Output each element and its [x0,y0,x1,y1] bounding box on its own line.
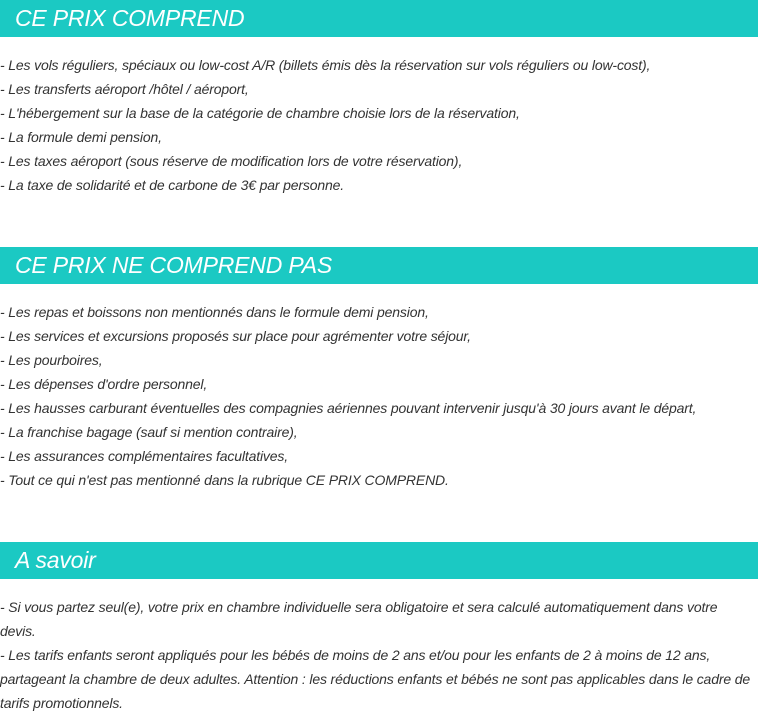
list-item: - Les taxes aéroport (sous réserve de modification lors de votre réservation), [0,153,463,169]
section-header-includes [0,0,758,37]
section-header-excludes [0,247,758,284]
includes-list [0,53,758,197]
list-item: - Les services et excursions proposés sur place pour agrémenter votre séjour, [0,328,471,344]
section-header-info [0,542,758,579]
list-item: - Les pourboires, [0,352,103,368]
list-item: - Tout ce qui n'est pas mentionné dans la rubrique CE PRIX COMPREND. [0,472,449,488]
list-item: - Les assurances complémentaires facultatives, [0,448,289,464]
info-paragraph: - Les tarifs enfants seront appliqués pour les bébés de moins de 2 ans et/ou pour les enfants de 2 à moins de 12 ans, partageant la chambre de deux adultes. Attention : les réductions enfants et bébés ne sont pas applicables dans le cadre de tarifs promotionnels. [0,647,750,711]
info-text [0,595,752,715]
list-item: - Les hausses carburant éventuelles des compagnies aériennes pouvant intervenir jusqu'à 30 jours avant le départ, [0,400,697,416]
list-item: - L'hébergement sur la base de la catégorie de chambre choisie lors de la réservation, [0,105,520,121]
list-item: - Les dépenses d'ordre personnel, [0,376,208,392]
list-item: - Les transferts aéroport /hôtel / aéroport, [0,81,249,97]
section-title-info: A savoir [15,547,96,573]
list-item: - La formule demi pension, [0,129,162,145]
list-item: - Les vols réguliers, spéciaux ou low-cost A/R (billets émis dès la réservation sur vols réguliers ou low-cost), [0,57,651,73]
list-item: - La franchise bagage (sauf si mention contraire), [0,424,298,440]
section-title-excludes: CE PRIX NE COMPREND PAS [15,252,333,278]
list-item: - La taxe de solidarité et de carbone de 3€ par personne. [0,177,345,193]
section-title-includes: CE PRIX COMPREND [15,5,245,31]
info-paragraph: - Si vous partez seul(e), votre prix en chambre individuelle sera obligatoire et sera calculé automatiquement dans votre devis. [0,599,718,639]
excludes-list [0,300,758,492]
list-item: - Les repas et boissons non mentionnés dans le formule demi pension, [0,304,429,320]
